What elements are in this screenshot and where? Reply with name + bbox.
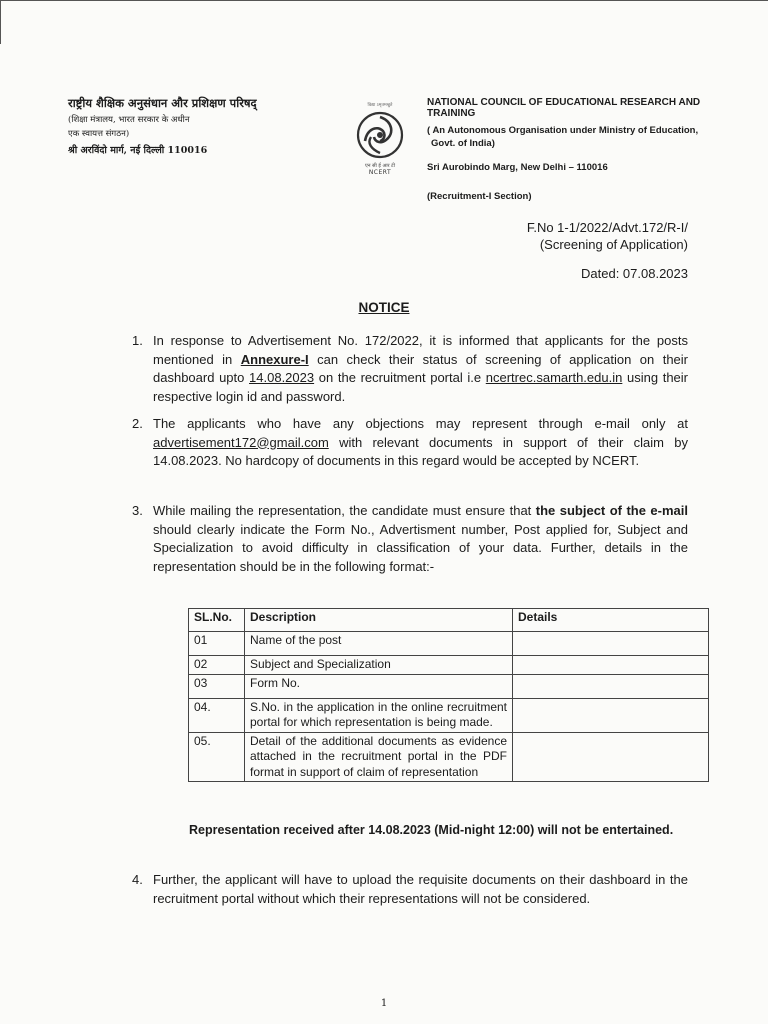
description-cell: Detail of the additional documents as evidence attached in the recruitment portal in the PDF format in support of claim of representation — [245, 732, 513, 782]
sl-cell: 01 — [189, 632, 245, 656]
paragraph-text: should clearly indicate the Form No., Advertisment number, Post applied for, Subject and Specialization to avoid difficulty in classification of your data. Further, details in the representation should be in the following format:- — [153, 521, 688, 574]
table-row — [189, 656, 709, 675]
logo-caption-english: NCERT — [368, 169, 392, 176]
representation-format-table — [188, 608, 709, 782]
hindi-address: श्री अरविंदो मार्ग, नई दिल्ली 110016 — [68, 145, 208, 156]
deadline-date: 14.08.2023 — [249, 370, 315, 385]
details-cell — [513, 656, 709, 675]
table-header-row — [189, 609, 709, 632]
english-ministry-line: ( An Autonomous Organisation under Ministry of Education, — [427, 125, 699, 136]
description-cell: Subject and Specialization — [245, 656, 513, 675]
logo-motto: विद्या ऽमृतमश्नुते — [367, 103, 393, 108]
paragraph-text: using their respective login id and password. — [153, 370, 688, 404]
notice-title: NOTICE — [358, 300, 410, 315]
hindi-org-name: राष्ट्रीय शैक्षिक अनुसंधान और प्रशिक्षण परिषद् — [68, 96, 257, 110]
paragraph-text: While mailing the representation, the candidate must ensure that — [153, 503, 536, 518]
hindi-ministry-line: (शिक्षा मंत्रालय, भारत सरकार के अधीन — [68, 115, 190, 125]
file-number: F.No 1-1/2022/Advt.172/R-I/ — [526, 220, 688, 235]
ncert-emblem-icon — [355, 109, 405, 161]
scan-border-left — [0, 0, 1, 44]
paragraph-number: 3. — [132, 503, 143, 518]
portal-link[interactable]: ncertrec.samarth.edu.in — [485, 370, 623, 385]
late-representation-note: Representation received after 14.08.2023 (Mid-night 12:00) will not be entertained. — [189, 823, 674, 837]
english-letterhead — [427, 97, 747, 202]
paragraph-text: Further, the applicant will have to upload the requisite documents on their dashboard in the recruitment portal without which their representations will not be considered. — [153, 872, 688, 906]
description-cell: Name of the post — [245, 632, 513, 656]
column-header-sl: SL.No. — [189, 609, 245, 632]
paragraph-1 — [132, 332, 688, 406]
column-header-details: Details — [513, 609, 709, 632]
description-cell: S.No. in the application in the online recruitment portal for which representation is being made. — [245, 698, 513, 732]
details-cell — [513, 674, 709, 698]
sl-cell: 03 — [189, 674, 245, 698]
paragraph-2 — [132, 415, 688, 471]
paragraph-number: 2. — [132, 416, 143, 431]
table-row — [189, 632, 709, 656]
sl-cell: 02 — [189, 656, 245, 675]
hindi-letterhead — [68, 96, 348, 156]
sl-cell: 04. — [189, 698, 245, 732]
hindi-autonomous-line: एक स्वायत्त संगठन) — [68, 129, 130, 139]
paragraph-4 — [132, 871, 688, 908]
english-govt-line: Govt. of India) — [431, 138, 495, 149]
paragraph-text: on the recruitment portal i.e — [314, 370, 486, 385]
file-reference — [527, 219, 688, 253]
table-row — [189, 674, 709, 698]
description-cell: Form No. — [245, 674, 513, 698]
english-org-name: NATIONAL COUNCIL OF EDUCATIONAL RESEARCH AND TRAINING — [427, 97, 701, 119]
logo-caption-hindi: एन सी ई आर टी — [365, 163, 395, 169]
paragraph-number: 4. — [132, 872, 143, 887]
details-cell — [513, 732, 709, 782]
english-address: Sri Aurobindo Marg, New Delhi – 110016 — [427, 162, 608, 173]
paragraph-text: can check their status of screening of application on their dashboard upto — [153, 351, 688, 385]
email-link[interactable]: advertisement172@gmail.com — [153, 434, 329, 450]
details-cell — [513, 632, 709, 656]
paragraph-number: 1. — [132, 333, 143, 348]
scan-border-top — [0, 0, 768, 1]
annexure-link[interactable]: Annexure-I — [240, 351, 309, 367]
file-subject: (Screening of Application) — [539, 237, 688, 252]
section-name: (Recruitment-I Section) — [427, 191, 532, 202]
sl-cell: 05. — [189, 732, 245, 782]
paragraph-text: The applicants who have any objections may represent through e-mail only at — [153, 416, 688, 431]
paragraph-text: In response to Advertisement No. 172/2022, it is informed that applicants for the posts mentioned in — [153, 333, 688, 367]
paragraph-3 — [132, 502, 688, 576]
column-header-description: Description — [245, 609, 513, 632]
paragraph-text: with relevant documents in support of their claim by 14.08.2023. No hardcopy of documents in this regard would be accepted by NCERT. — [153, 434, 688, 468]
table-row — [189, 698, 709, 732]
page-number: 1 — [380, 998, 388, 1009]
notice-date: Dated: 07.08.2023 — [581, 266, 688, 281]
details-cell — [513, 698, 709, 732]
emphasis-text: the subject of the e-mail — [535, 503, 688, 518]
ncert-logo — [348, 102, 412, 192]
table-row — [189, 732, 709, 782]
